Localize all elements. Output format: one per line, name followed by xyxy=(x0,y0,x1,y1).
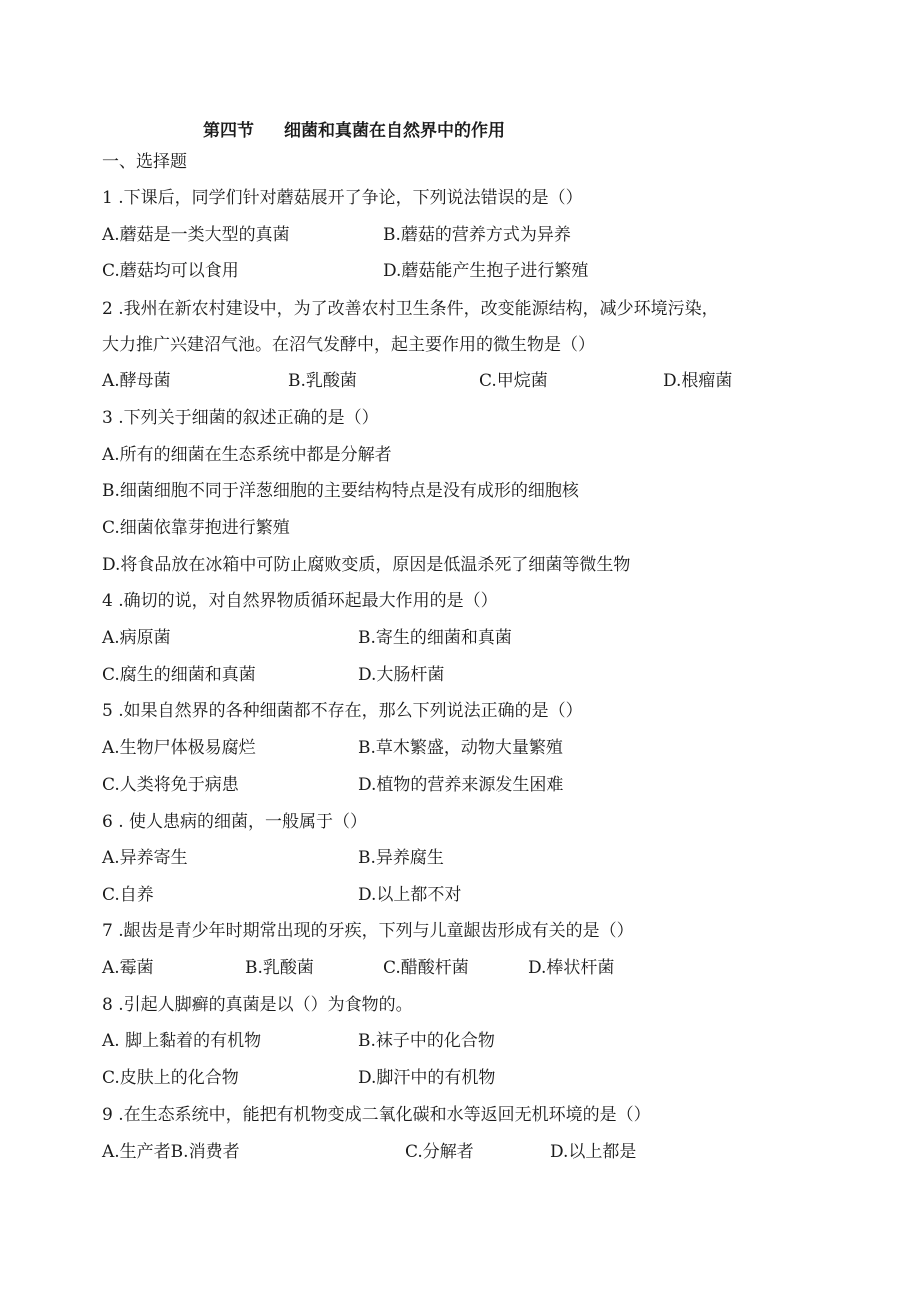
option-b: B.蘑菇的营养方式为异养 xyxy=(383,225,571,245)
option-a: A. 脚上黏着的有机物 xyxy=(102,1031,262,1051)
option-a: A.异养寄生 xyxy=(102,848,188,868)
option-c: C.自养 xyxy=(102,885,154,905)
question-stem: 3 .下列关于细菌的叙述正确的是（） xyxy=(102,408,379,428)
option-c: C.细菌依靠芽抱进行繁殖 xyxy=(102,518,290,538)
section-number: 第四节 xyxy=(203,121,254,141)
option-c: C.蘑菇均可以食用 xyxy=(102,261,239,281)
option-c: C.甲烷菌 xyxy=(479,371,548,391)
option-a: A.病原菌 xyxy=(102,628,171,648)
option-d: D.将食品放在冰箱中可防止腐败变质，原因是低温杀死了细菌等微生物 xyxy=(102,555,631,575)
section-heading: 一、选择题 xyxy=(102,152,187,172)
question-stem: 9 .在生态系统中，能把有机物变成二氧化碳和水等返回无机环境的是（） xyxy=(102,1105,651,1125)
question-stem-continued: 大力推广兴建沼气池。在沼气发酵中，起主要作用的微生物是（） xyxy=(102,335,595,355)
option-ab: A.生产者B.消费者 xyxy=(102,1142,240,1162)
option-d: D.棒状杆菌 xyxy=(528,958,615,978)
option-b: B.袜子中的化合物 xyxy=(358,1031,495,1051)
option-b: B.草木繁盛，动物大量繁殖 xyxy=(358,738,563,758)
option-d: D.以上都不对 xyxy=(358,885,462,905)
option-b: B.异养腐生 xyxy=(358,848,444,868)
question-stem: 7 .龈齿是青少年时期常出现的牙疾，下列与儿童龈齿形成有关的是（） xyxy=(102,921,634,941)
option-c: C.皮肤上的化合物 xyxy=(102,1068,239,1088)
question-stem: 5 .如果自然界的各种细菌都不存在，那么下列说法正确的是（） xyxy=(102,701,583,721)
option-a: A.蘑菇是一类大型的真菌 xyxy=(102,225,290,245)
option-c: C.分解者 xyxy=(405,1142,474,1162)
option-d: D.蘑菇能产生抱子进行繁殖 xyxy=(383,261,589,281)
question-stem: 1 .下课后，同学们针对蘑菇展开了争论，下列说法错误的是（） xyxy=(102,188,583,208)
option-a: A.酵母菌 xyxy=(102,371,171,391)
question-stem: 8 .引起人脚癣的真菌是以（）为食物的。 xyxy=(102,995,413,1015)
option-d: D.植物的营养来源发生困难 xyxy=(358,775,564,795)
option-b: B.寄生的细菌和真菌 xyxy=(358,628,512,648)
option-a: A.所有的细菌在生态系统中都是分解者 xyxy=(102,445,392,465)
option-c: C.人类将免于病患 xyxy=(102,775,239,795)
option-c: C.腐生的细菌和真菌 xyxy=(102,665,256,685)
option-d: D.根瘤菌 xyxy=(663,371,733,391)
option-c: C.醋酸杆菌 xyxy=(383,958,469,978)
question-stem: 2 .我州在新农村建设中，为了改善农村卫生条件，改变能源结构，减少环境污染， xyxy=(102,299,719,319)
option-d: D.以上都是 xyxy=(550,1142,637,1162)
question-stem: 6 . 使人患病的细菌，一般属于（） xyxy=(102,812,368,832)
option-b: B.乳酸菌 xyxy=(245,958,314,978)
option-d: D.大肠杆菌 xyxy=(358,665,445,685)
option-b: B.乳酸菌 xyxy=(288,371,357,391)
option-d: D.脚汗中的有机物 xyxy=(358,1068,496,1088)
question-stem: 4 .确切的说，对自然界物质循环起最大作用的是（） xyxy=(102,591,498,611)
page-title xyxy=(203,116,505,141)
section-topic: 细菌和真菌在自然界中的作用 xyxy=(284,121,505,141)
option-a: A.霉菌 xyxy=(102,958,154,978)
option-a: A.生物尸体极易腐烂 xyxy=(102,738,256,758)
option-b: B.细菌细胞不同于洋葱细胞的主要结构特点是没有成形的细胞核 xyxy=(102,481,579,501)
